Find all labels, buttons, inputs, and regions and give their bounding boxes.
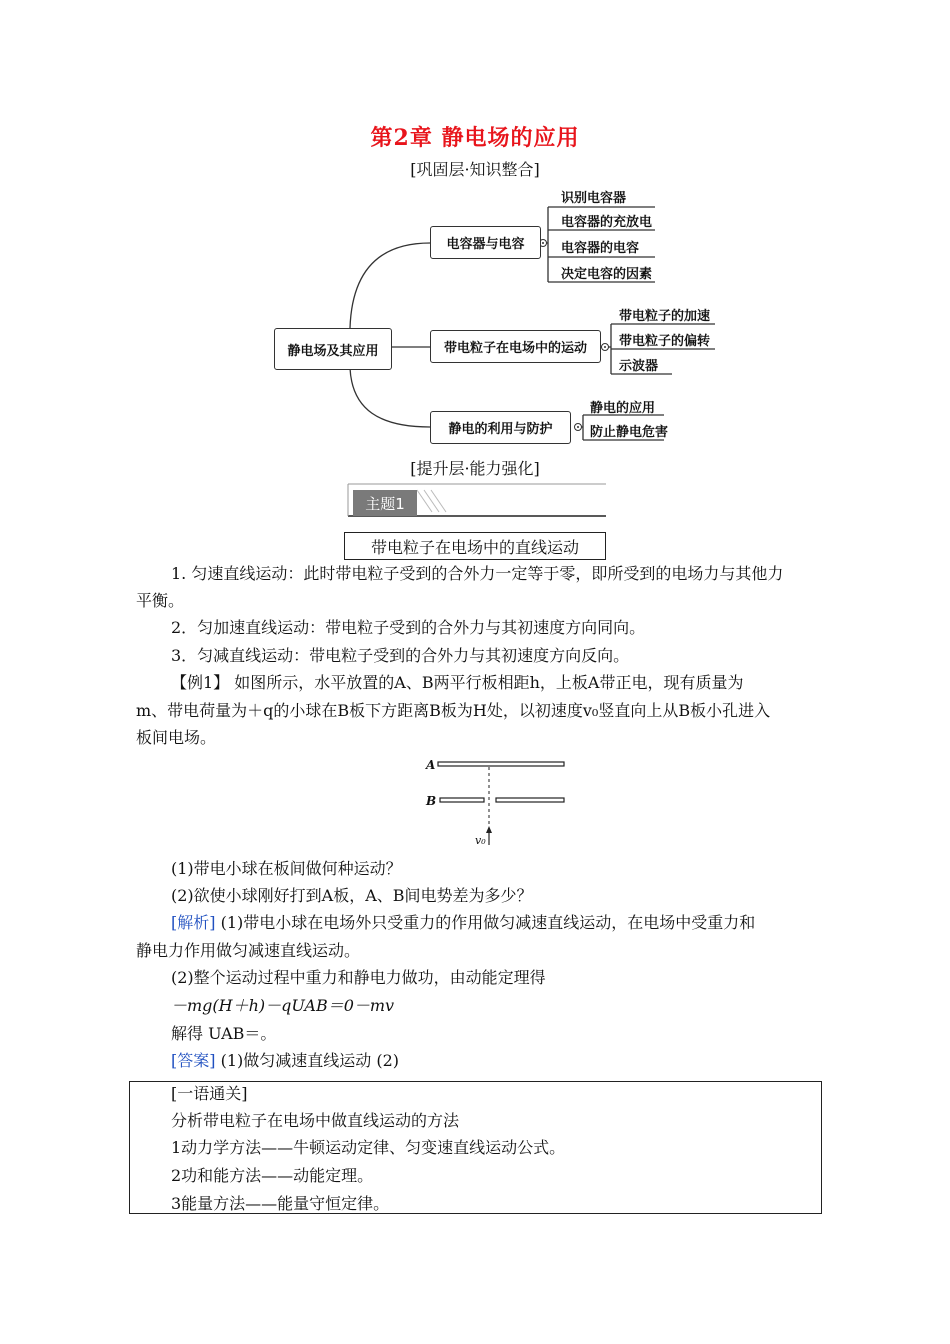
example-line-1: 【例1】 如图所示，水平放置的A、B两平行板相距h，上板A带正电，现有质量为 — [171, 673, 744, 692]
velocity-label: v₀ — [475, 834, 486, 847]
summary-title: 分析带电粒子在电场中做直线运动的方法 — [171, 1111, 460, 1130]
mindmap-leaf: 静电的应用 — [590, 401, 656, 416]
mindmap-leaf: 带电粒子的加速 — [619, 309, 711, 324]
plate-a-label: A — [426, 758, 436, 772]
mindmap-branch-particle-motion: 带电粒子在电场中的运动 — [430, 330, 601, 363]
plate-b-label: B — [426, 794, 437, 808]
mindmap-branch-capacitor: 电容器与电容 — [430, 226, 541, 259]
mindmap-leaf: 识别电容器 — [561, 191, 627, 206]
analysis-line-2: 静电力作用做匀减速直线运动。 — [136, 941, 361, 960]
question-2: (2)欲使小球刚好打到A板，A、B间电势差为多少？ — [171, 886, 533, 905]
summary-item-1: 1动力学方法——牛顿运动定律、匀变速直线运动公式。 — [171, 1138, 566, 1157]
mindmap-leaf: 带电粒子的偏转 — [619, 334, 711, 349]
summary-item-3: 3能量方法——能量守恒定律。 — [171, 1194, 390, 1213]
example-line-3: 板间电场。 — [136, 728, 217, 747]
mindmap-branch-electrostatics: 静电的利用与防护 — [430, 411, 571, 444]
mindmap-leaf: 防止静电危害 — [590, 425, 669, 440]
example-line-2: m、带电荷量为＋q的小球在B板下方距离B板为H处，以初速度v₀竖直向上从B板小孔进入 — [136, 701, 771, 720]
question-1: (1)带电小球在板间做何种运动？ — [171, 859, 402, 878]
point-3: 3．匀减直线运动：带电粒子受到的合外力与其初速度方向反向。 — [171, 646, 630, 665]
analysis-line-3: (2)整个运动过程中重力和静电力做功，由动能定理得 — [171, 968, 546, 987]
topic-title: 带电粒子在电场中的直线运动 — [344, 532, 606, 560]
mindmap-leaf: 决定电容的因素 — [561, 267, 653, 282]
point-1: 1. 匀速直线运动：此时带电粒子受到的合外力一定等于零，即所受到的电场力与其他力 — [171, 564, 784, 583]
point-2: 2．匀加速直线运动：带电粒子受到的合外力与其初速度方向同向。 — [171, 618, 646, 637]
analysis-equation: －mg(H＋h)－qUAB＝0－mv — [171, 996, 395, 1015]
analysis-tag: [解析] — [171, 913, 216, 932]
chapter-title: 第2章 静电场的应用 — [370, 125, 580, 151]
summary-tag: [一语通关] — [171, 1084, 248, 1103]
mindmap-leaf: 示波器 — [619, 359, 659, 374]
summary-item-2: 2功和能方法——动能定理。 — [171, 1166, 374, 1185]
analysis-line-1: (1)带电小球在电场外只受重力的作用做匀减速直线运动，在电场中受重力和 — [215, 913, 756, 932]
plates-figure — [420, 755, 580, 855]
analysis-result: 解得 UAB＝。 — [171, 1024, 277, 1043]
section-consolidation: [巩固层·知识整合] — [410, 160, 540, 179]
point-1-cont: 平衡。 — [136, 591, 185, 610]
topic-tab: 主题1 — [353, 490, 417, 516]
mindmap-leaf: 电容器的电容 — [561, 241, 640, 256]
answer-text: (1)做匀减速直线运动 (2) — [215, 1051, 400, 1070]
answer-tag: [答案] — [171, 1051, 216, 1070]
section-improvement: [提升层·能力强化] — [410, 459, 540, 478]
mindmap-root: 静电场及其应用 — [274, 328, 392, 370]
mindmap-leaf: 电容器的充放电 — [561, 215, 653, 230]
